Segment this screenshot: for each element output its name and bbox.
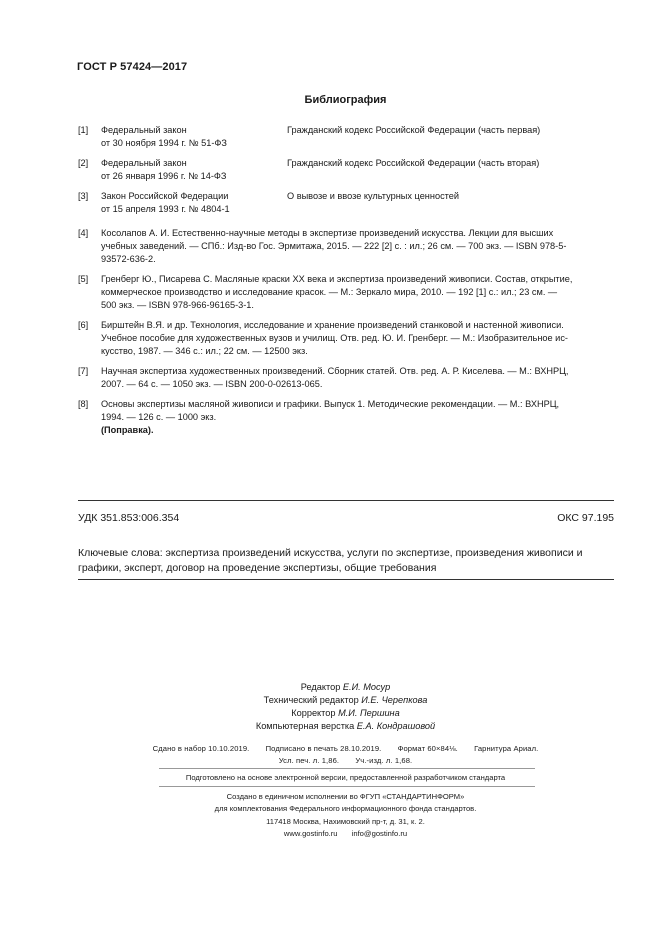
paper-format: Формат 60×84⅛. xyxy=(397,744,458,753)
imprint-divider xyxy=(159,768,535,769)
keywords-line: графики, эксперт, договор на проведение экспертизы, общие требования xyxy=(78,562,437,574)
typeface: Гарнитура Ариал. xyxy=(474,744,539,753)
reference-entry xyxy=(78,319,616,358)
reference-entry xyxy=(78,398,616,437)
udk-code: УДК 351.853:006.354 xyxy=(78,512,180,524)
reference-number: [1] xyxy=(78,125,89,135)
reference-title: Гражданский кодекс Российской Федерации (часть первая) xyxy=(287,125,541,135)
reference-number: [6] xyxy=(78,320,89,330)
reference-text: Бирштейн В.Я. и др. Технология, исследование и хранение произведений станковой и настенной живописи. Учебное пособие для художественных вузов и училищ. Отв. ред. Ю. И. Гренберг. — М.: Изобразительное ис- кусство, 1987. — 346 с.: ил.; 22 см. — 12500 экз. xyxy=(101,320,568,356)
reference-entry xyxy=(78,365,616,391)
credit-line: Корректор М.И. Першина xyxy=(291,708,400,718)
reference-title: Гражданский кодекс Российской Федерации (часть вторая) xyxy=(287,158,540,168)
standard-header: ГОСТ Р 57424—2017 xyxy=(77,61,188,73)
reference-number: [7] xyxy=(78,366,89,376)
website-link[interactable]: www.gostinfo.ru xyxy=(283,828,338,838)
publisher-note: Создано в единичном исполнении во ФГУП «СТАНДАРТИНФОРМ» для комплектования Федерального информационного фонда стандартов. xyxy=(214,792,477,813)
correction-note: (Поправка). xyxy=(101,425,154,435)
reference-source: Закон Российской Федерации от 15 апреля 1993 г. № 4804-1 xyxy=(101,191,230,214)
print-sheets: Усл. печ. л. 1,86. xyxy=(278,756,340,765)
reference-title: О вывозе и ввозе культурных ценностей xyxy=(287,191,460,201)
bibliography-title: Библиография xyxy=(304,94,387,106)
keywords xyxy=(78,546,616,576)
reference-text: Основы экспертизы масляной живописи и графики. Выпуск 1. Методические рекомендации. — М.: ВХНРЦ, 1994. — 126 с. — 1000 экз. (Поправка). xyxy=(101,398,616,437)
reference-number: [3] xyxy=(78,191,89,201)
credit-line: Технический редактор И.Е. Черепкова xyxy=(263,695,428,705)
publisher-address xyxy=(0,816,661,839)
reference-entry xyxy=(78,124,616,150)
reference-entry xyxy=(78,227,616,266)
print-details xyxy=(0,743,661,767)
reference-number: [2] xyxy=(78,158,89,168)
set-date: Сдано в набор 10.10.2019. xyxy=(152,744,250,753)
reference-number: [8] xyxy=(78,399,89,409)
bibliography-list xyxy=(78,124,616,444)
reference-text: Гренберг Ю., Писарева С. Масляные краски XX века и экспертиза произведений живописи. Состав, открытие, коммерческое производство и исследование красок. — М.: Зеркало мира, 2010. — 192 [1] с.: ил.; 23 см. — 500 экз. — ISBN 978-966-96165-3-1. xyxy=(101,274,573,310)
divider-top xyxy=(78,500,614,501)
credit-line: Редактор Е.И. Мосур xyxy=(300,682,391,692)
oks-code: ОКС 97.195 xyxy=(557,512,614,524)
keywords-line: Ключевые слова: экспертиза произведений искусства, услуги по экспертизе, произведения живописи и xyxy=(78,547,583,559)
reference-number: [4] xyxy=(78,228,89,238)
editorial-credits xyxy=(0,681,661,733)
reference-entry xyxy=(78,157,616,183)
reference-source: Федеральный закон от 26 января 1996 г. № 14-ФЗ xyxy=(101,158,227,181)
reference-number: [5] xyxy=(78,274,89,284)
reference-entry xyxy=(78,190,616,216)
prepared-note: Подготовлено на основе электронной версии, предоставленной разработчиком стандарта xyxy=(185,773,506,782)
credit-line: Компьютерная верстка Е.А. Кондрашовой xyxy=(255,721,436,731)
reference-text: Научная экспертиза художественных произведений. Сборник статей. Отв. ред. А. Р. Киселева. — М.: ВХНРЦ, 2007. — 64 с. — 1050 экз. — ISBN 200-0-02613-065. xyxy=(101,366,569,389)
postal-address: 117418 Москва, Нахимовский пр-т, д. 31, к. 2. xyxy=(266,817,425,826)
reference-source: Федеральный закон от 30 ноября 1994 г. № 51-ФЗ xyxy=(101,125,227,148)
email-link[interactable]: info@gostinfo.ru xyxy=(351,828,408,838)
imprint-divider xyxy=(159,786,535,787)
signed-date: Подписано в печать 28.10.2019. xyxy=(265,744,382,753)
divider-bottom xyxy=(78,579,614,580)
reference-text: Косолапов А. И. Естественно-научные методы в экспертизе произведений искусства. Лекции для высших учебных заведений. — СПб.: Изд-во Гос. Эрмитажа, 2015. — 222 [2] с. : ил.; 26 см. — 700 экз. — ISBN 978-5- 93572-636-2. xyxy=(101,228,567,264)
publisher-sheets: Уч.-изд. л. 1,68. xyxy=(355,756,413,765)
reference-entry xyxy=(78,273,616,312)
